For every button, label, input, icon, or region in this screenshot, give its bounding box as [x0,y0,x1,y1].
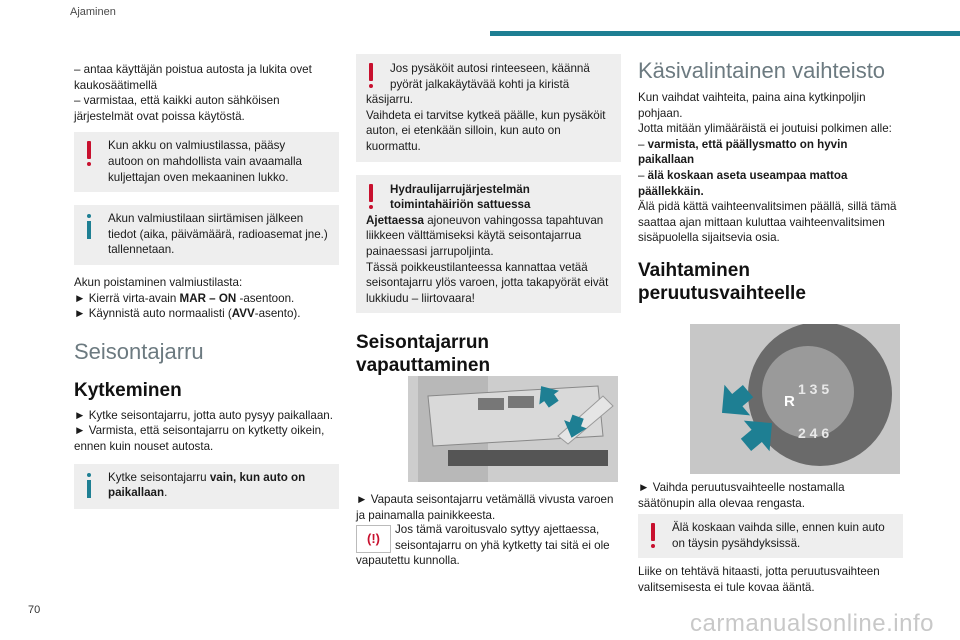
paragraph: – varmistaa, että kaikki auton sähköisen järjestelmät ovat poissa käytöstä. [74,94,280,123]
paragraph: Akun poistaminen valmiustilasta: [74,275,243,289]
info-icon [82,473,96,503]
gear-pattern-reverse: R [784,393,795,410]
note-line: seisontajarru on yhä kytketty tai sitä ei ole [395,538,610,552]
brake-warning-icon: (!) [367,531,380,546]
warning-icon [646,523,660,553]
step: ► Käynnistä auto normaalisti (AVV-asento). [74,307,301,321]
note-line: Akun valmiustilaan siirtämisen jälkeen [108,212,304,226]
column-1 [74,62,339,509]
warning-lamp-symbol [356,525,391,553]
step: ► Vapauta seisontajarru vetämällä vivusta varoen ja painamalla painikkeesta. [356,493,614,522]
gear-knob-drawing [690,324,900,474]
section-heading: Seisontajarru [74,338,204,364]
info-icon [82,214,96,244]
note-text: Ajettaessa ajoneuvon vahingossa tapahtuvan liikkeen välttämiseksi käytä seisontajarrua painaessasi jarrupoljinta. [366,213,604,258]
step: ► Kierrä virta-avain MAR – ON -asentoon. [74,291,295,305]
gear-pattern-bottom: 2 4 6 [798,425,830,441]
note-title: toimintahäiriön sattuessa [390,198,531,212]
subsection-heading: Seisontajarrun vapauttaminen [356,332,491,377]
warning-icon [82,141,96,171]
subsection-heading: Vaihtaminen peruutusvaihteelle [638,259,806,304]
warning-lamp-note [356,522,621,569]
warning-icon [364,63,378,93]
paragraph: Jotta mitään ylimääräistä ei joutuisi polkimen alle: [638,122,892,136]
section-heading: Käsivalintainen vaihteisto [638,58,886,83]
paragraph: – antaa käyttäjän poistua autosta ja lukita ovet kaukosäätimellä [74,63,312,92]
note-text: Vaihdeta ei tarvitse kytkeä päälle, kun pysäköit auton, ei etenkään silloin, kun auto on kuormattu. [366,108,606,153]
paragraph: Liike on tehtävä hitaasti, jotta peruutusvaihteen valitsemisesta ei tule kovaa ääntä. [638,565,880,594]
warning-icon [364,184,378,214]
column-3 [638,58,903,594]
gear-knob-illustration [690,324,900,474]
list-item: – varmista, että päällysmatto on hyvin paikallaan [638,137,848,167]
column-2 [356,54,621,568]
note-text: pyörät jalkakäytävää kohti ja kiristä käsijarru. [366,77,570,107]
note-line: Kun akku on valmiustilassa, pääsy [108,139,286,153]
note-title: Hydraulijarrujärjestelmän [390,182,530,196]
warning-note [356,54,621,162]
note-line: Älä koskaan vaihda sille, ennen kuin auto [672,521,885,534]
note-text: autoon on mahdollista vain avaamalla kuljettajan oven mekaaninen lukko. [108,154,302,184]
parking-brake-illustration [408,376,618,482]
info-note [74,464,339,509]
note-text: tiedot (aika, päivämäärä, radioasemat jne.) tallennetaan. [108,227,328,257]
header-accent-bar [490,31,960,36]
gear-pattern-top: 1 3 5 [798,381,830,397]
step: ► Varmista, että seisontajarru on kytketty oikein, ennen kuin nouset autosta. [74,424,325,453]
info-note [74,205,339,265]
note-line: Jos pysäköit autosi rinteeseen, käännä [390,62,590,75]
step: ► Vaihda peruutusvaihteelle nostamalla säätönupin alla olevaa rengasta. [638,481,845,510]
list-item: – älä koskaan aseta useampaa mattoa päällekkäin. [638,168,848,198]
warning-note [74,132,339,192]
note-text: Tässä poikkeustilanteessa kannattaa vetää seisontajarru ylös varoen, jotta takapyörät eivät lukkiudu – liirtovaara! [366,260,609,305]
note-line: Jos tämä varoitusvalo syttyy ajettaessa, [395,523,600,536]
paragraph: Älä pidä kättä vaihteenvalitsimen päällä, sillä tämä saattaa ajan mittaan kuluttaa vaihteenvalitsimen sisäpuolella sijaitsevia osia. [638,200,897,245]
note-line: vapautettu kunnolla. [356,554,460,568]
note-text: on täysin pysähdyksissä. [672,536,801,550]
watermark: carmanualsonline.info [690,610,934,637]
paragraph: Kun vaihdat vaihteita, paina aina kytkinpoljin pohjaan. [638,91,866,120]
page-number: 70 [28,604,41,616]
parking-brake-drawing [408,376,618,482]
warning-note [638,514,903,558]
step: ► Kytke seisontajarru, jotta auto pysyy paikallaan. [74,408,333,422]
note-text: Kytke seisontajarru vain, kun auto on paikallaan. [108,470,306,500]
page-header-title: Ajaminen [70,6,116,18]
subsection-heading: Kytkeminen [74,379,182,401]
warning-note [356,175,621,314]
